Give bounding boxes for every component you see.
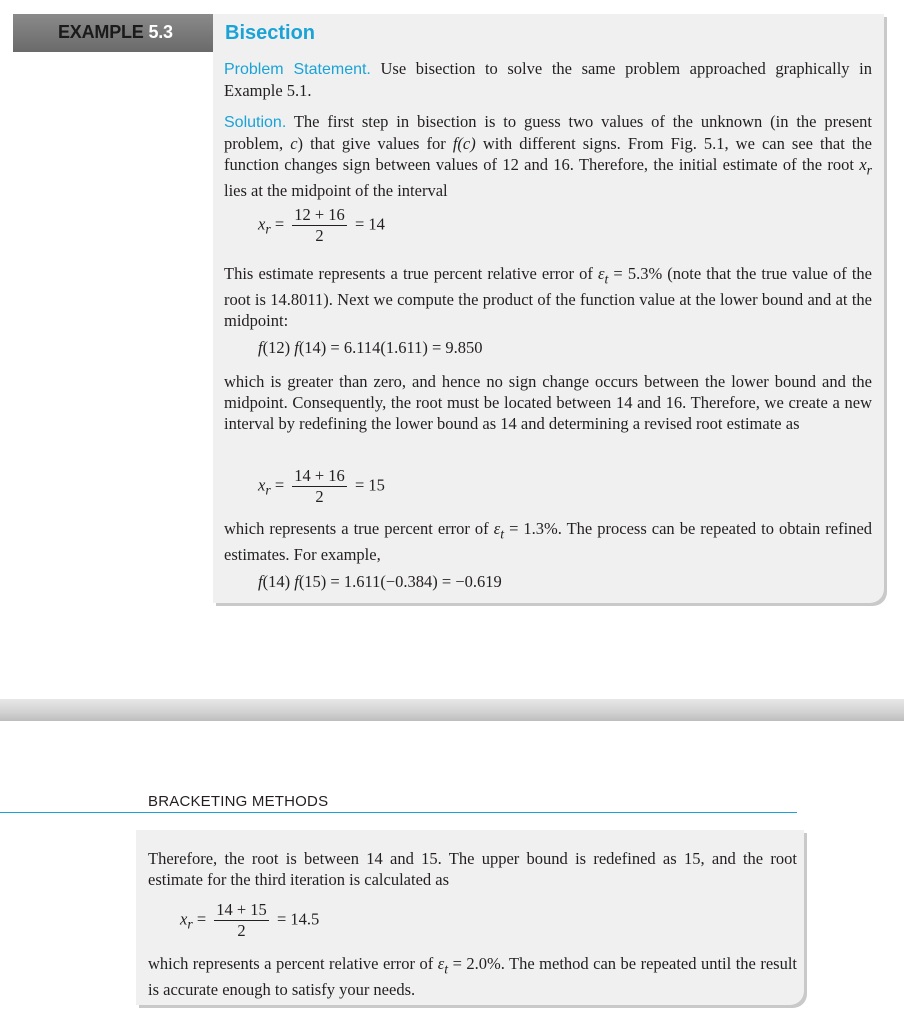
var-xr-sub: r [866,162,873,178]
equation-5 [180,900,319,941]
eq2-arg1: (12) [262,338,291,357]
para2-text-1: This estimate represents a true percent relative error of [224,264,593,283]
func-fc: f(c) [452,134,476,153]
para4-text-1: which represents a true percent error of [224,519,489,538]
var-c: c [290,134,298,153]
solution-text-3: with different signs. From Fig. 5.1, we can see that the function changes sign between values of 12 and 16. Therefore, the initial estimate of the root [224,134,873,174]
para2-eps: ε [597,264,605,283]
eq1-eq: = [274,214,285,234]
problem-statement [224,58,872,101]
problem-lead: Problem Statement. [224,61,371,78]
page2-para2-text-1: which represents a percent relative error of [148,954,434,973]
eq3-rhs: = 15 [354,475,385,495]
solution-paragraph [224,111,872,201]
page2-paragraph-1: Therefore, the root is between 14 and 15. The upper bound is redefined as 15, and the root estimate for the third iteration is calculated as [148,849,797,889]
eq5-rhs: = 14.5 [276,909,320,929]
solution-lead: Solution. [224,114,287,131]
eq5-denominator: 2 [237,921,246,940]
eq4-arg1: (14) [262,572,291,591]
header-rule [0,812,797,813]
eq2-f1: f [258,338,263,357]
paragraph-4 [224,518,872,565]
solution-text-1: The first step in bisection is to guess two values of the unknown (in the present problem, [224,112,872,153]
eq1-fraction [292,205,347,246]
example-word: EXAMPLE [58,22,144,42]
para2-text-2: = 5.3% (note that the true value of the root is 14.8011). Next we compute the product of the function value at the lower bound and at the midpoint: [224,264,873,331]
eq1-sub: r [265,221,271,237]
running-header: BRACKETING METHODS [148,793,329,810]
example-label [58,22,173,43]
eq5-sub: r [187,916,193,932]
page2-eps-sub: t [444,961,449,977]
page2-eps: ε [437,954,445,973]
page2-paragraph-2 [148,953,797,1000]
equation-2 [258,338,483,358]
eq4-rest: (15) = 1.611(−0.384) = −0.619 [298,572,502,591]
eq1-denominator: 2 [315,226,324,245]
eq3-fraction [292,466,347,507]
equation-4 [258,572,502,592]
eq3-lhs: x [258,475,266,495]
eq3-numerator: 14 + 16 [294,466,345,485]
example-title: Bisection [225,22,316,44]
eq5-numerator: 14 + 15 [216,900,267,919]
para4-text-2: = 1.3%. The process can be repeated to obtain refined estimates. For example, [224,519,873,565]
eq4-f2: f [294,572,299,591]
eq1-rhs: = 14 [354,214,385,234]
eq2-rest: (14) = 6.114(1.611) = 9.850 [298,338,483,357]
equation-1 [258,205,385,246]
paragraph-2 [224,263,872,331]
eq1-numerator: 12 + 16 [294,205,345,224]
var-xr: x [859,155,867,174]
page-separator [0,699,904,721]
eq4-f1: f [258,572,263,591]
eq2-f2: f [294,338,299,357]
page2-para2-text-2: = 2.0%. The method can be repeated until the result is accurate enough to satisfy your needs. [148,954,797,1000]
equation-3 [258,466,385,507]
eq3-eq: = [274,475,285,495]
paragraph-3: which is greater than zero, and hence no sign change occurs between the lower bound and the midpoint. Consequently, the root must be located between 14 and 16. Therefore, we create a new interval by redefining the lower bound as 14 and determining a revised root estimate as [224,372,872,433]
solution-text-2: ) that give values for [297,134,446,153]
eq3-sub: r [265,482,271,498]
problem-text: Use bisection to solve the same problem approached graphically in Example 5.1. [224,59,872,100]
eq5-lhs: x [180,909,188,929]
eq3-denominator: 2 [315,487,324,506]
eq5-eq: = [196,909,207,929]
eq5-fraction [214,900,269,941]
para2-eps-sub: t [604,271,609,287]
para4-eps-sub: t [500,526,505,542]
eq1-lhs: x [258,214,266,234]
solution-text-4: lies at the midpoint of the interval [224,181,448,201]
para4-eps: ε [493,519,501,538]
example-number: 5.3 [148,22,173,42]
